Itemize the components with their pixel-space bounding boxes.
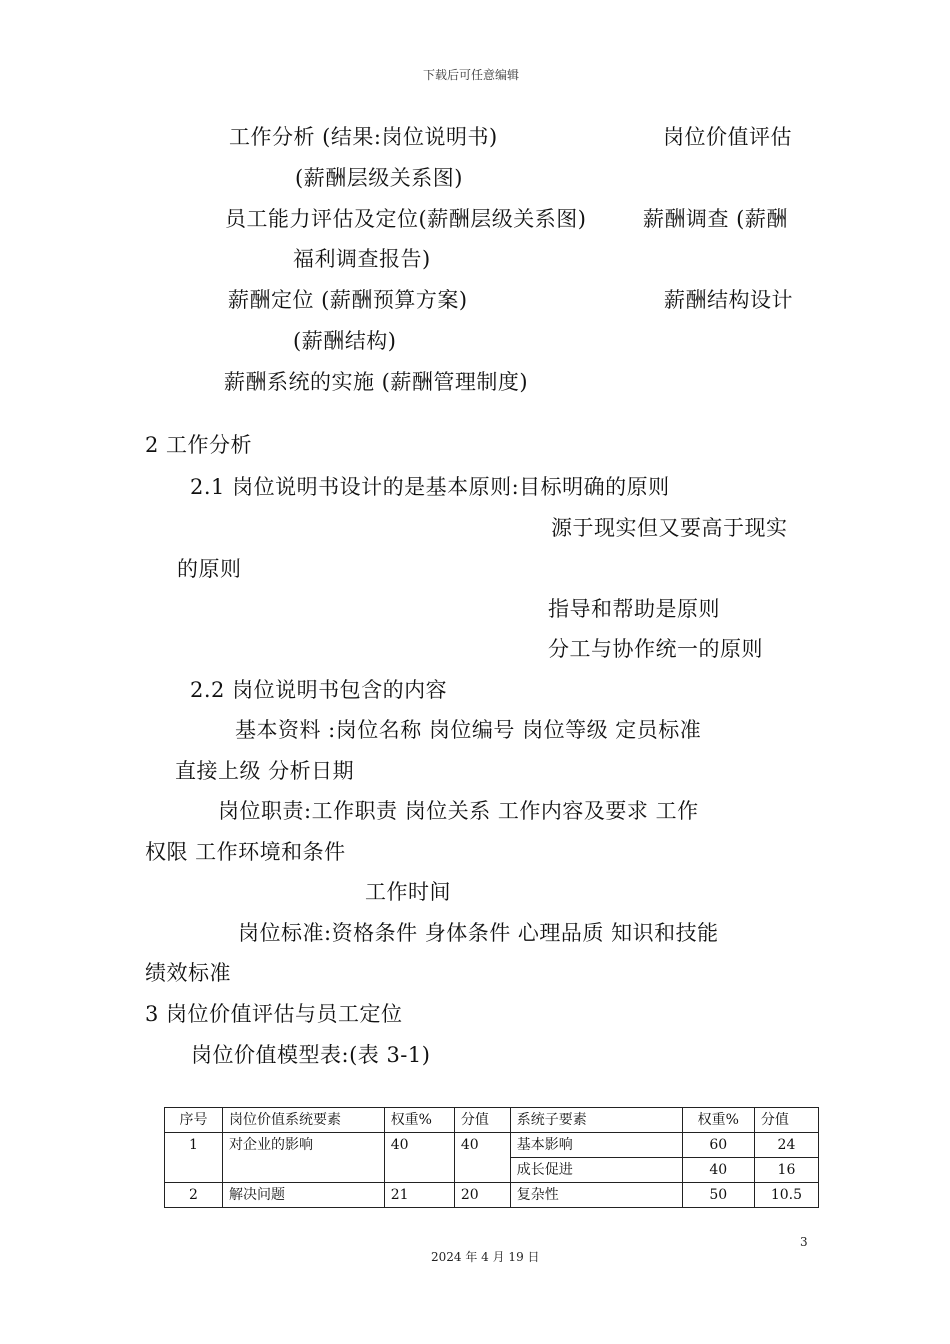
basic-info-line-1: 基本资料 :岗位名称 岗位编号 岗位等级 定员标准 — [235, 718, 702, 742]
table-header-cell: 分值 — [754, 1108, 818, 1133]
section-2-2: 2.2 岗位说明书包含的内容 — [190, 678, 448, 702]
table-header-cell: 岗位价值系统要素 — [222, 1108, 384, 1133]
table-header-cell: 分值 — [454, 1108, 510, 1133]
table-cell: 2 — [165, 1183, 223, 1208]
section-2-1-c: 的原则 — [177, 557, 242, 581]
table-header-cell: 权重% — [384, 1108, 454, 1133]
section-2-1-d: 指导和帮助是原则 — [548, 597, 720, 621]
flow-employee-ability: 员工能力评估及定位(薪酬层级关系图) — [225, 207, 587, 231]
duty-line-3: 工作时间 — [365, 880, 451, 904]
table-cell: 40 — [682, 1158, 754, 1183]
flow-position-value: 岗位价值评估 — [663, 125, 792, 149]
table-cell: 40 — [454, 1133, 510, 1183]
section-2-1-e: 分工与协作统一的原则 — [548, 637, 763, 661]
flow-salary-structure: 薪酬结构设计 — [664, 288, 793, 312]
standard-line-1: 岗位标准:资格条件 身体条件 心理品质 知识和技能 — [238, 921, 719, 945]
table-cell: 10.5 — [754, 1183, 818, 1208]
flow-job-analysis: 工作分析 (结果:岗位说明书) — [229, 125, 498, 149]
table-cell: 21 — [384, 1183, 454, 1208]
flow-line-4: 福利调查报告) — [293, 247, 431, 271]
table-cell: 20 — [454, 1183, 510, 1208]
table-cell: 1 — [165, 1133, 223, 1183]
table-cell: 40 — [384, 1133, 454, 1183]
table-cell: 基本影响 — [510, 1133, 682, 1158]
flow-implementation: 薪酬系统的实施 (薪酬管理制度) — [224, 370, 529, 394]
table-cell: 24 — [754, 1133, 818, 1158]
page-number: 3 — [800, 1235, 808, 1249]
section-2-1: 2.1 岗位说明书设计的是基本原则:目标明确的原则 — [190, 475, 670, 499]
table-cell: 复杂性 — [510, 1183, 682, 1208]
footer-date: 2024 年 4 月 19 日 — [431, 1250, 540, 1264]
basic-info-line-2: 直接上级 分析日期 — [175, 759, 355, 783]
section-2-1-b: 源于现实但又要高于现实 — [551, 516, 788, 540]
table-header-cell: 系统子要素 — [510, 1108, 682, 1133]
table-cell: 成长促进 — [510, 1158, 682, 1183]
table-cell: 60 — [682, 1133, 754, 1158]
table-row — [165, 1133, 819, 1158]
duty-line-1: 岗位职责:工作职责 岗位关系 工作内容及要求 工作 — [218, 799, 699, 823]
table-cell: 16 — [754, 1158, 818, 1183]
table-cell: 50 — [682, 1183, 754, 1208]
table-row — [165, 1183, 819, 1208]
table-header-cell: 权重% — [682, 1108, 754, 1133]
header-note: 下载后可任意编辑 — [423, 68, 520, 82]
table-header-row — [165, 1108, 819, 1133]
flow-salary-positioning: 薪酬定位 (薪酬预算方案) — [228, 288, 468, 312]
section-2-heading: 2 工作分析 — [145, 433, 253, 457]
table-header-cell: 序号 — [165, 1108, 223, 1133]
value-model-caption: 岗位价值模型表:(表 3-1) — [191, 1043, 431, 1067]
section-3-heading: 3 岗位价值评估与员工定位 — [145, 1002, 403, 1026]
table-cell: 解决问题 — [222, 1183, 384, 1208]
flow-line-2: (薪酬层级关系图) — [295, 166, 463, 190]
flow-line-6: (薪酬结构) — [293, 329, 397, 353]
value-model-table — [164, 1107, 819, 1208]
duty-line-2: 权限 工作环境和条件 — [145, 840, 346, 864]
flow-salary-survey: 薪酬调查 (薪酬 — [643, 207, 788, 231]
table-cell: 对企业的影响 — [222, 1133, 384, 1183]
standard-line-2: 绩效标准 — [145, 961, 231, 985]
